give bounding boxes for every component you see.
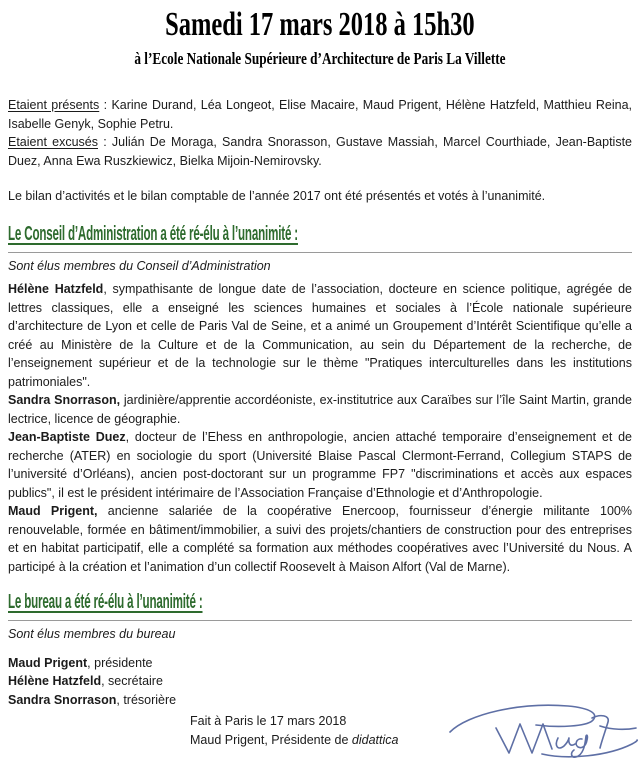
bureau-member-name: Maud Prigent (8, 655, 88, 670)
document-page (0, 6, 640, 762)
heading-bureau-text: Le bureau a été ré-élu à l’unanimité : (8, 591, 203, 613)
bureau-member-role: , trésorière (116, 692, 177, 707)
attendees-present-paragraph (8, 96, 632, 133)
place-date-line: Fait à Paris le 17 mars 2018 (190, 714, 347, 728)
page-title (8, 6, 632, 44)
heading-conseil-text: Le Conseil d’Administration a été ré-élu à l’unanimité : (8, 222, 298, 245)
member-bio-text: jardinière/apprentie accordéoniste, ex-institutrice aux Caraïbes sur l’île Saint Martin, grande lectrice, licence de géographie. (8, 393, 632, 426)
present-label: Etaient présents (8, 98, 100, 112)
excused-label: Etaient excusés (8, 135, 98, 149)
page-title-text: Samedi 17 mars 2018 à 15h30 (165, 6, 475, 43)
member-bios (8, 280, 632, 576)
bureau-item-secretaire (8, 672, 632, 691)
member-bio-text: , docteur de l’Ehess en anthropologie, ancien attaché temporaire d’enseignement et de recherche (ATER) en sociologie du sport (Université Blaise Pascal Clermont-Ferrand, Collegium STAPS de l’université d’Orléans), ancien post-doctorant sur un programme FP7 "discriminations et accès aux espaces publics", il est le président intérimaire de l’Association Française d’Ethnologie et d’Anthropologie. (8, 430, 633, 500)
bureau-member-role: , présidente (87, 655, 153, 670)
excused-names: : Julián De Moraga, Sandra Snorasson, Gustave Massiah, Marcel Courthiade, Jean-Baptiste Duez, Anna Ewa Ruszkiewicz, Bielka Mijoin-Nemirovsky. (8, 135, 633, 168)
bilan-line: Le bilan d’activités et le bilan comptable de l’année 2017 ont été présentés et votés à l’unanimité. (8, 189, 546, 203)
member-name: Jean-Baptiste Duez (8, 430, 126, 444)
member-bio-maud-prigent (8, 502, 632, 576)
member-bio-text: , sympathisante de longue date de l’association, docteure en science politique, agrégée de lettres classiques, elle a enseigné les sciences humaines et sociales à l’École nationale supérieure d’architecture de Lyon et celle de Paris Val de Seine, et a animé un Groupement d’Intérêt Scientifique qu’elle a créé au Ministère de la Culture et de la Communication, au sein du Département de la recherche, de l’enseignement supérieur et de la technologie sur le thème "Pratiques interculturelles dans les institutions patrimoniales". (8, 282, 632, 389)
attendees-excused-paragraph (8, 133, 632, 170)
bureau-item-presidente (8, 654, 632, 673)
heading-bureau (8, 590, 632, 621)
member-name: Maud Prigent, (8, 504, 98, 518)
intro-conseil: Sont élus membres du Conseil d’Administration (8, 258, 271, 273)
member-name: Hélène Hatzfeld (8, 282, 104, 296)
member-bio-sandra-snorrason (8, 391, 632, 428)
bureau-member-name: Sandra Snorrason (8, 692, 117, 707)
intro-bureau: Sont élus membres du bureau (8, 627, 176, 641)
page-subtitle-text: à l’Ecole Nationale Supérieure d’Architecture de Paris La Villette (134, 49, 506, 68)
member-bio-helene-hatzfeld (8, 280, 632, 391)
member-name: Sandra Snorrason, (8, 393, 121, 407)
member-bio-text: ancienne salariée de la coopérative Enercoop, fournisseur d’énergie militante 100% renouvelable, formée en bâtiment/immobilier, a suivi des projets/chantiers de construction pour des entreprises et en habitat participatif, elle a complété sa formation aux méthodes coopératives avec l’Université du Nous. A participé à la création et l’animation d’un collectif Roosevelt à Maison Alfort (Val de Marne). (8, 504, 632, 574)
heading-conseil-administration (8, 222, 632, 253)
signatory-org: didattica (351, 732, 399, 747)
page-subtitle (8, 49, 632, 69)
present-names: : Karine Durand, Léa Longeot, Elise Macaire, Maud Prigent, Hélène Hatzfeld, Matthieu Reina, Isabelle Genyk, Sophie Petru. (8, 98, 632, 131)
bureau-member-role: , secrétaire (101, 674, 163, 688)
member-bio-jean-baptiste-duez (8, 428, 632, 502)
signatory-prefix: Maud Prigent, Présidente de (190, 732, 352, 747)
bureau-member-name: Hélène Hatzfeld (8, 674, 102, 688)
handwritten-signature (440, 698, 640, 760)
